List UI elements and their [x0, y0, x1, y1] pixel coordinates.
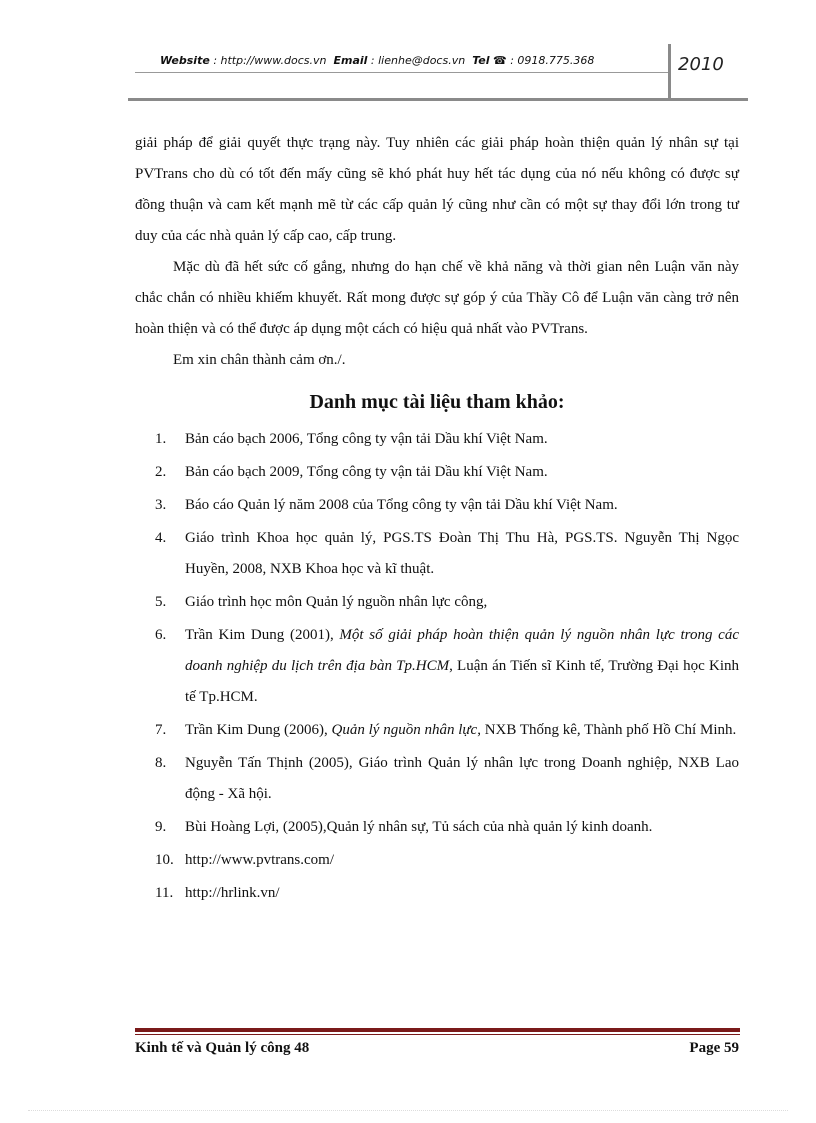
reference-text: Giáo trình Khoa học quản lý, PGS.TS Đoàn Thị Thu Hà, PGS.TS. Nguyễn Thị Ngọc Huyền, 2008, NXB Khoa học và kĩ thuật. [185, 530, 739, 577]
footer-rule-thick [135, 1028, 740, 1032]
reference-item [135, 748, 739, 810]
reference-item [135, 845, 739, 876]
reference-text: Bản cáo bạch 2009, Tổng công ty vận tải Dầu khí Việt Nam. [185, 464, 548, 480]
reference-item [135, 812, 739, 843]
reference-item [135, 457, 739, 488]
reference-number: 3. [155, 497, 167, 513]
reference-number: 9. [155, 819, 167, 835]
reference-title-italic: Một số giải pháp hoàn thiện quản lý nguồn nhân lực trong các doanh nghiệp du lịch trên địa bàn Tp.HCM [185, 627, 739, 674]
reference-number: 5. [155, 594, 167, 610]
reference-number: 1. [155, 431, 167, 447]
reference-text-tail: , NXB Thống kê, Thành phố Hồ Chí Minh. [477, 722, 737, 738]
reference-text: Trần Kim Dung (2006), [185, 722, 332, 738]
reference-number: 7. [155, 722, 167, 738]
reference-text: Trần Kim Dung (2001), [185, 627, 340, 643]
paragraph-3: Em xin chân thành cảm ơn./. [173, 352, 346, 368]
tel-label: Tel [472, 54, 490, 67]
reference-number: 6. [155, 627, 167, 643]
page-content [135, 128, 739, 911]
paragraph-2: Mặc dù đã hết sức cố gắng, nhưng do hạn chế về khả năng và thời gian nên Luận văn này chắc chắn có nhiều khiếm khuyết. Rất mong được sự góp ý của Thầy Cô để Luận văn càng trở nên hoàn thiện và có thể được áp dụng một cách có hiệu quả nhất vào PVTrans. [135, 259, 739, 337]
reference-item [135, 523, 739, 585]
website-label: Website [160, 54, 210, 67]
reference-text: Nguyễn Tấn Thịnh (2005), Giáo trình Quản lý nhân lực trong Doanh nghiệp, NXB Lao động - Xã hội. [185, 755, 739, 802]
reference-text: http://hrlink.vn/ [185, 885, 280, 901]
reference-item [135, 878, 739, 909]
footer-rule-thin [135, 1034, 740, 1035]
header-year: 2010 [678, 54, 724, 75]
reference-number: 2. [155, 464, 167, 480]
footer-title: Kinh tế và Quản lý công 48 [135, 1040, 310, 1056]
reference-item [135, 490, 739, 521]
reference-title-italic: Quản lý nguồn nhân lực [331, 722, 478, 738]
reference-text-tail: , Luận án Tiến sĩ Kinh tế, Trường Đại học Kinh tế Tp.HCM. [185, 658, 739, 705]
reference-text: Giáo trình học môn Quản lý nguồn nhân lực công, [185, 594, 488, 610]
reference-item [135, 715, 739, 746]
references-list [135, 424, 739, 909]
header-rule [128, 98, 748, 101]
reference-number: 11. [155, 885, 174, 901]
tel-value: : 0918.775.368 [510, 54, 595, 67]
reference-number: 8. [155, 755, 167, 771]
phone-icon: ☎ [493, 54, 507, 67]
reference-text: Bản cáo bạch 2006, Tổng công ty vận tải Dầu khí Việt Nam. [185, 431, 548, 447]
reference-item [135, 620, 739, 713]
email-value: : lienhe@docs.vn [370, 54, 466, 67]
website-value: : http://www.docs.vn [213, 54, 327, 67]
header-divider [668, 44, 671, 100]
reference-item [135, 587, 739, 618]
reference-number: 4. [155, 530, 167, 546]
reference-item [135, 424, 739, 455]
header-contact [160, 54, 594, 67]
email-label: Email [333, 54, 368, 67]
reference-text: http://www.pvtrans.com/ [185, 852, 335, 868]
page-edge [28, 1110, 788, 1111]
references-title: Danh mục tài liệu tham khảo: [309, 391, 565, 413]
paragraph-1: giải pháp để giải quyết thực trạng này. Tuy nhiên các giải pháp hoàn thiện quản lý nhân sự tại PVTrans cho dù có tốt đến mấy cũng sẽ khó phát huy hết tác dụng của nó nếu không có được sự đồng thuận và cam kết mạnh mẽ từ các cấp quản lý cũng như cần có một sự thay đổi lớn trong tư duy của các nhà quản lý cấp cao, cấp trung. [135, 135, 739, 244]
reference-number: 10. [155, 852, 174, 868]
header-underline [135, 72, 670, 73]
page-number: Page 59 [689, 1040, 739, 1056]
reference-text: Báo cáo Quản lý năm 2008 của Tổng công ty vận tải Dầu khí Việt Nam. [185, 497, 618, 513]
reference-text: Bùi Hoàng Lợi, (2005),Quản lý nhân sự, Tủ sách của nhà quản lý kinh doanh. [185, 819, 653, 835]
